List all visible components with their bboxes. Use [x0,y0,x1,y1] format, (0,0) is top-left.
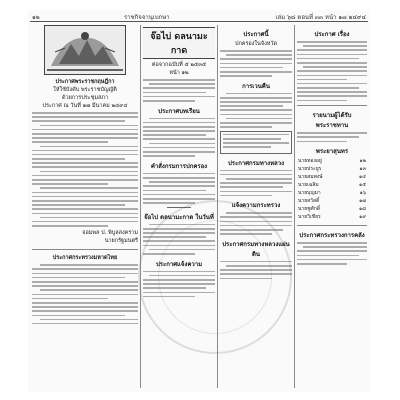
section-rule [167,207,191,208]
body-text-block [220,93,292,128]
body-text-block [297,41,367,101]
list-item: นายสวัสดิ์ ๑๗ [298,197,366,204]
subheading: ประกาศกรมทางหลวงแผ่นดิน [222,240,290,258]
heading-subline: ต่อจากฉบับที่ ๕ ๒๕๓๕ [151,62,207,68]
feature-heading: จ๊อไบ่ ดลนามะกาด [143,27,215,59]
page-number: ๑๒ [32,14,40,21]
list-item: นายสมพงษ์ ๑๔ [298,173,366,180]
column-divider [140,25,141,388]
signatory-title: นายกรัฐมนตรี [104,238,138,245]
body-text-block [143,173,215,204]
column-4 [297,25,367,388]
list-item: นายเฉลิม ๑๕ [298,181,366,188]
subheading: ประกาศกระทรวงการคลัง [299,232,365,240]
subheading: ประกาศนี้ [243,31,269,38]
body-text-block [220,170,292,197]
list-item: นายบุญมา ๑๖ [298,189,366,196]
decree-line: ประกาศ ณ วันที่ ๑๗ มีนาคม ๒๔๙๔ [42,103,128,109]
column-2 [143,25,215,388]
subheading: ประกาศ เรื่อง [314,31,350,38]
body-text-block [220,261,292,279]
decree-line: ด้วยการประชุมสภา [61,95,109,101]
header-rule [30,21,368,22]
name-list [297,157,367,221]
emblem-caption: ประกาศพระราชกฤษฎีกา [55,79,115,85]
list-item: นายประยูร ๑๓ [298,165,366,172]
section-title: ราชกิจจานุเบกษา [124,14,170,21]
royal-emblem-illustration [44,25,126,75]
subheading: พระยาสุนทร [315,148,349,156]
column-3 [220,25,292,388]
column-divider [217,25,218,388]
subheading: การเวนคืน [242,82,270,90]
body-text-block [297,132,367,142]
section-rule [32,249,138,250]
body-text-block [220,50,292,77]
heading-subline: หน้า ๑๒ [169,70,189,76]
decree-line: ให้ใช้บังคับ พระราชบัญญัติ [53,87,117,93]
body-text-block [32,264,138,324]
body-text-block [220,212,292,235]
list-item: นายวิเชียร ๑๙ [298,213,366,220]
body-text-block [143,271,215,298]
body-text-block [143,224,215,255]
emblem-icon [45,26,125,74]
body-text-block [143,118,215,157]
subheading: ประกาศกรมทางหลวง [227,159,285,167]
body-text-block [32,112,138,227]
signature: จอมพล ป. พิบูลสงคราม [82,230,138,237]
body-text-block [143,79,215,102]
section-heading: ประกาศกระทรวงมหาดไทย [52,255,118,262]
section-rule [297,105,367,106]
column-divider [294,25,295,388]
section-rule [297,225,367,226]
list-item: นายทองอยู่ ๑๒ [298,157,366,164]
issue-date-line: เล่ม ๖๘ ตอนที่ ๓๓ หน้า ๑๗ ๒๔๙๔ [275,14,366,21]
heading-subline: ปกครองในจังหวัด [234,41,278,47]
list-item: นายชูศักดิ์ ๑๘ [298,205,366,212]
gazette-page [28,10,370,392]
subheading: รายนามผู้ได้รับพระราชทาน [312,112,352,130]
subheading: แจ้งความกระทรวง [231,202,281,210]
body-text-block [297,242,367,265]
subheading: จ๊อไบ่ ดลนามะกาด ในวันที่ [144,213,214,221]
subheading: ประกาศแจ้งความ [155,260,203,268]
boxed-notice [220,131,292,154]
column-1 [32,25,138,388]
subheading: ประกาศบทเรียน [158,107,200,115]
subheading: คำสั่งกรมการปกครอง [150,162,208,170]
